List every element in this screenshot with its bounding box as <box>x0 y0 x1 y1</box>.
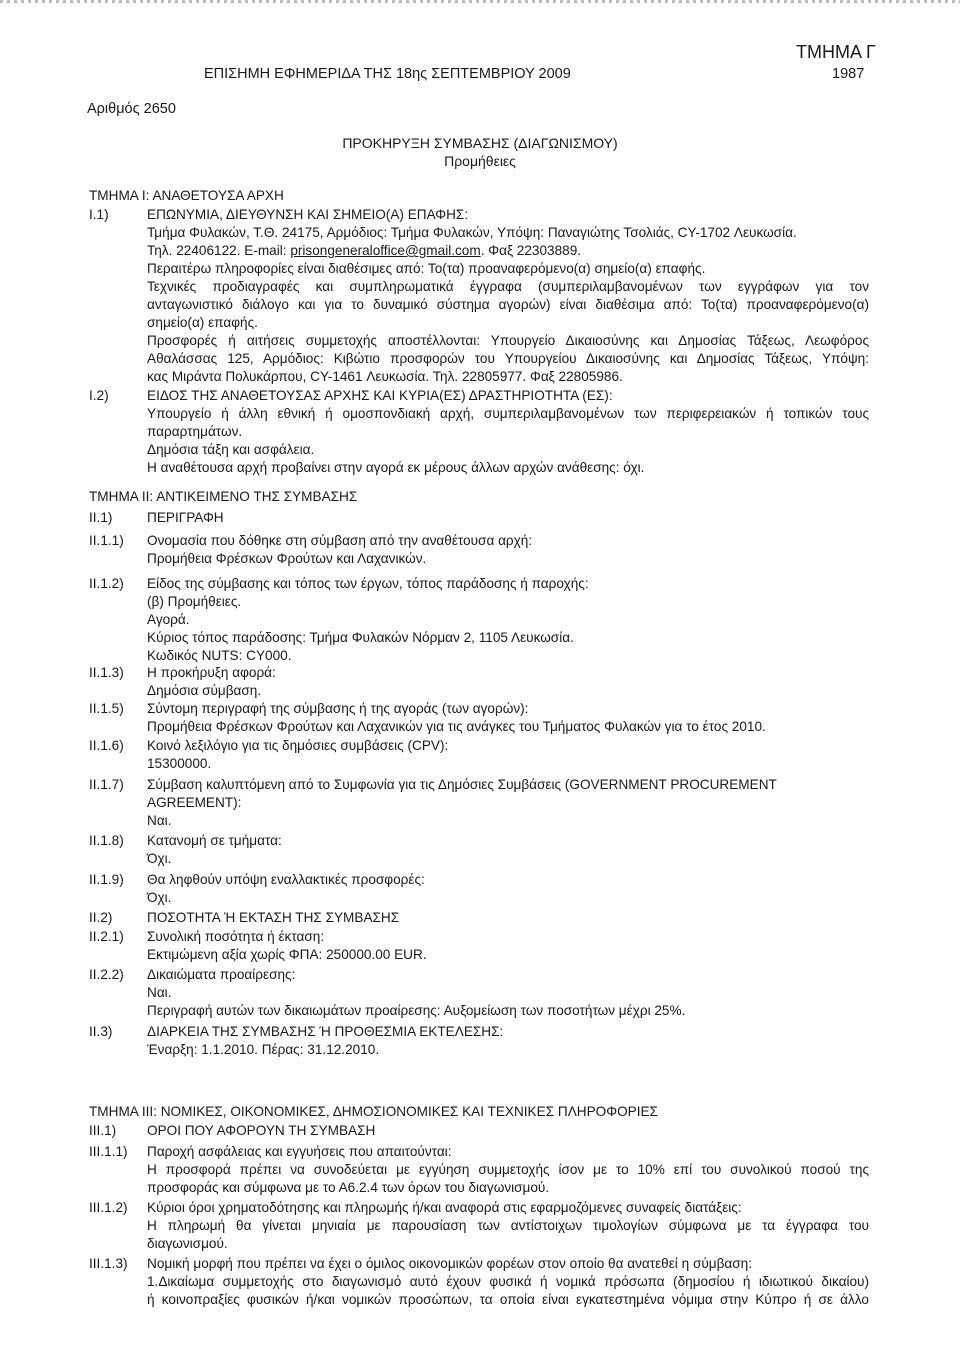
item-detail-row <box>0 756 960 774</box>
item-title: Συνολική ποσότητα ή έκταση: <box>147 929 325 944</box>
notice-subtitle: Προμήθειες <box>444 153 516 169</box>
item-detail-row <box>0 795 960 813</box>
item-value: Αγορά. <box>147 612 190 627</box>
item-value: 15300000. <box>147 756 212 771</box>
item-detail-row <box>0 1292 960 1310</box>
item-detail-row <box>0 1180 960 1198</box>
item-detail-row <box>0 1274 960 1292</box>
item-detail-row <box>0 851 960 869</box>
item-heading-row <box>0 967 960 985</box>
item-detail-row <box>0 648 960 666</box>
item-i1-heading <box>0 207 960 225</box>
item-value: Περιγραφή αυτών των δικαιωμάτων προαίρεσης: Αυξομείωση των ποσοτήτων μέχρι 25%. <box>147 1003 686 1018</box>
specs-line-1 <box>0 279 960 297</box>
notice-title: ΠΡΟΚΗΡΥΞΗ ΣΥΜΒΑΣΗΣ (ΔΙΑΓΩΝΙΣΜΟΥ) <box>342 135 618 151</box>
item-heading-row <box>0 701 960 719</box>
item-value: Όχι. <box>147 851 172 866</box>
section-label: ΤΜΗΜΑ Γ <box>796 42 876 62</box>
email-link[interactable]: prisongeneraloffice@gmail.com <box>290 243 481 258</box>
specs-line-3 <box>0 315 960 333</box>
item-detail-row <box>0 813 960 831</box>
item-title: Κοινό λεξιλόγιο για τις δημόσιες συμβάσεις (CPV): <box>147 738 449 753</box>
item-title: Σύντομη περιγραφή της σύμβασης ή της αγοράς (των αγορών): <box>147 701 529 716</box>
specs-line-2 <box>0 297 960 315</box>
item-title: Ονομασία που δόθηκε στη σύμβαση από την αναθέτουσα αρχή: <box>147 533 533 548</box>
item-title: Νομική μορφή που πρέπει να έχει ο όμιλος οικονομικών φορέων στον οποίο θα ανατεθεί η σύμβαση: <box>147 1256 753 1271</box>
item-value: Ναι. <box>147 813 172 828</box>
item-number: ΙΙ.1) <box>89 510 113 525</box>
item-detail-row <box>0 630 960 648</box>
item-title: Σύμβαση καλυπτόμενη από το Συμφωνία για τις Δημόσιες Συμβάσεις (GOVERNMENT PROCUREMENT <box>147 777 777 792</box>
item-heading-row <box>0 777 960 795</box>
authority-text-1: Υπουργείο ή άλλη εθνική ή ομοσπονδιακή αρχή, συμπεριλαμβανομένων των περιφερειακών ή τοπικών τους <box>147 406 869 421</box>
item-value: AGREEMENT): <box>147 795 242 810</box>
item-number: ΙΙ.1.5) <box>89 701 124 716</box>
item-number: Ι.2) <box>89 388 109 403</box>
purchase-text: Η αναθέτουσα αρχή προβαίνει στην αγορά εκ μέρους άλλων αρχών ανάθεσης: όχι. <box>147 460 645 475</box>
section-3-heading: ΤΜΗΜΑ ΙΙΙ: ΝΟΜΙΚΕΣ, ΟΙΚΟΝΟΜΙΚΕΣ, ΔΗΜΟΣΙΟΝΟΜΙΚΕΣ ΚΑΙ ΤΕΧΝΙΚΕΣ ΠΛΗΡΟΦΟΡΙΕΣ <box>89 1104 658 1119</box>
item-number: ΙΙΙ.1.3) <box>89 1256 128 1271</box>
item-number: ΙΙ.1.2) <box>89 576 124 591</box>
item-detail-row <box>0 594 960 612</box>
item-number: ΙΙ.1.3) <box>89 665 124 680</box>
item-value: διαγωνισμού. <box>147 1236 228 1251</box>
item-title: Η προκήρυξη αφορά: <box>147 665 276 680</box>
item-heading-row <box>0 1200 960 1218</box>
item-title: ΟΡΟΙ ΠΟΥ ΑΦΟΡΟΥΝ ΤΗ ΣΥΜΒΑΣΗ <box>147 1123 376 1138</box>
item-heading-row <box>0 1144 960 1162</box>
item-detail-row <box>0 612 960 630</box>
gazette-title: ΕΠΙΣΗΜΗ ΕΦΗΜΕΡΙΔΑ ΤΗΣ 18ης ΣΕΠΤΕΜΒΡΙΟΥ 2009 <box>204 66 571 82</box>
submit-text-3: κας Μιράντα Πολυκάρπου, CY-1461 Λευκωσία. Τηλ. 22805977. Φαξ 22805986. <box>147 369 623 384</box>
item-value: Ναι. <box>147 985 172 1000</box>
specs-text-2: ανταγωνιστικό διάλογο και για το δυναμικό σύστημα αγορών) είναι διαθέσιμα από: Το(τα) προαναφερόμενο(α) <box>147 297 869 312</box>
item-i2-heading <box>0 388 960 406</box>
section-1-heading: ΤΜΗΜΑ Ι: ΑΝΑΘΕΤΟΥΣΑ ΑΡΧΗ <box>89 188 284 203</box>
item-number: ΙΙ.1.1) <box>89 533 124 548</box>
page-number: 1987 <box>832 66 865 82</box>
item-heading-row <box>0 510 960 528</box>
item-detail-row <box>0 947 960 965</box>
item-value: Προμήθεια Φρέσκων Φρούτων και Λαχανικών για τις ανάγκες του Τμήματος Φυλακών για το έτος 2010. <box>147 719 766 734</box>
item-number: ΙΙ.1.6) <box>89 738 124 753</box>
item-detail-row <box>0 890 960 908</box>
phone-text: Τηλ. 22406122. E-mail: <box>147 243 291 258</box>
activity-line <box>0 442 960 460</box>
item-value: Η προσφορά πρέπει να συνοδεύεται με εγγύηση συμμετοχής ίσον με το 10% επί του συνολικού ποσού της <box>147 1162 869 1177</box>
item-value: Κύριος τόπος παράδοσης: Τμήμα Φυλακών Νόρμαν 2, 1105 Λευκωσία. <box>147 630 574 645</box>
item-heading-row <box>0 533 960 551</box>
authority-line-2 <box>0 424 960 442</box>
item-heading: ΕΠΩΝΥΜΙΑ, ΔΙΕΥΘΥΝΣΗ ΚΑΙ ΣΗΜΕΙΟ(Α) ΕΠΑΦΗΣ: <box>147 207 469 222</box>
item-title: ΔΙΑΡΚΕΙΑ ΤΗΣ ΣΥΜΒΑΣΗΣ Ή ΠΡΟΘΕΣΜΙΑ ΕΚΤΕΛΕΣΗΣ: <box>147 1024 504 1039</box>
specs-text-1: Τεχνικές προδιαγραφές και συμπληρωματικά έγγραφα (συμπεριλαμβανομένων των εγγράφων για τον <box>147 279 869 294</box>
activity-text: Δημόσια τάξη και ασφάλεια. <box>147 442 315 457</box>
item-title: ΠΟΣΟΤΗΤΑ Ή ΕΚΤΑΣΗ ΤΗΣ ΣΥΜΒΑΣΗΣ <box>147 910 400 925</box>
item-title: Θα ληφθούν υπόψη εναλλακτικές προσφορές: <box>147 872 425 887</box>
item-detail-row <box>0 683 960 701</box>
item-detail-row <box>0 551 960 569</box>
item-value: Εκτιμώμενη αξία χωρίς ΦΠΑ: 250000.00 EUR. <box>147 947 427 962</box>
contact-line <box>0 243 960 261</box>
item-number: ΙΙ.2.2) <box>89 967 124 982</box>
item-value: προσφοράς και σύμφωνα με το Α6.2.4 των όρων του διαγωνισμού. <box>147 1180 550 1195</box>
item-number: ΙΙ.2) <box>89 910 113 925</box>
item-value: Όχι. <box>147 890 172 905</box>
item-value: Η πληρωμή θα γίνεται μηνιαία με παρουσίαση των αντίστοιχων τιμολογίων σύμφωνα με τα έγγραφα του <box>147 1218 869 1233</box>
item-detail-row <box>0 1218 960 1236</box>
item-heading-row <box>0 929 960 947</box>
item-value: ή κοινοπραξίες φυσικών ή/και νομικών προσώπων, τα οποία είναι εγκατεστημένα νόμιμα στην Κύπρο ή σε άλλο <box>147 1292 869 1307</box>
item-title: Είδος της σύμβασης και τόπος των έργων, τόπος παράδοσης ή παροχής: <box>147 576 589 591</box>
item-title: Παροχή ασφάλειας και εγγυήσεις που απαιτούνται: <box>147 1144 452 1159</box>
item-number: ΙΙ.3) <box>89 1024 113 1039</box>
item-title: ΠΕΡΙΓΡΑΦΗ <box>147 510 224 525</box>
item-heading: ΕΙΔΟΣ ΤΗΣ ΑΝΑΘΕΤΟΥΣΑΣ ΑΡΧΗΣ ΚΑΙ ΚΥΡΙΑ(ΕΣ) ΔΡΑΣΤΗΡΙΟΤΗΤΑ (ΕΣ): <box>147 388 613 403</box>
item-heading-row <box>0 738 960 756</box>
fax-text: . Φαξ 22303889. <box>480 243 582 258</box>
item-detail-row <box>0 985 960 1003</box>
item-value: Προμήθεια Φρέσκων Φρούτων και Λαχανικών. <box>147 551 427 566</box>
item-value: Κωδικός NUTS: CY000. <box>147 648 292 663</box>
item-heading-row <box>0 910 960 928</box>
authority-line-1 <box>0 406 960 424</box>
item-number: ΙΙ.1.8) <box>89 833 124 848</box>
specs-text-3: σημείο(α) επαφής. <box>147 315 258 330</box>
submit-line-3 <box>0 369 960 387</box>
item-number: ΙΙΙ.1.2) <box>89 1200 128 1215</box>
address-text: Τμήμα Φυλακών, Τ.Θ. 24175, Αρμόδιος: Τμήμα Φυλακών, Υπόψη: Παναγιώτης Τσολιάς, CY-1702 Λευκωσία. <box>147 225 797 240</box>
info-text: Περαιτέρω πληροφορίες είναι διαθέσιμες από: Το(τα) προαναφερόμενο(α) σημείο(α) επαφής. <box>147 261 706 276</box>
item-detail-row <box>0 1003 960 1021</box>
item-number: ΙΙ.1.7) <box>89 777 124 792</box>
item-heading-row <box>0 1256 960 1274</box>
item-value: Δημόσια σύμβαση. <box>147 683 262 698</box>
item-detail-row <box>0 1162 960 1180</box>
item-detail-row <box>0 1042 960 1060</box>
submit-line-2 <box>0 351 960 369</box>
item-title: Κύριοι όροι χρηματοδότησης και πληρωμής ή/και αναφορά στις εφαρμοζόμενες συναφείς διατάξεις: <box>147 1200 742 1215</box>
section-2-heading: ΤΜΗΜΑ ΙΙ: ΑΝΤΙΚΕΙΜΕΝΟ ΤΗΣ ΣΥΜΒΑΣΗΣ <box>89 489 358 504</box>
notice-number: Αριθμός 2650 <box>87 101 176 117</box>
submit-line-1 <box>0 333 960 351</box>
item-value: 1.Δικαίωμα συμμετοχής στο διαγωνισμό αυτό έχουν φυσικά ή νομικά πρόσωπα (δημοσίου ή ιδιωτικού δικαίου) <box>147 1274 869 1289</box>
item-heading-row <box>0 576 960 594</box>
item-title: Δικαιώματα προαίρεσης: <box>147 967 296 982</box>
item-heading-row <box>0 665 960 683</box>
item-detail-row <box>0 1236 960 1254</box>
contact-text <box>147 243 581 258</box>
info-line <box>0 261 960 279</box>
item-value: (β) Προμήθειες. <box>147 594 242 609</box>
item-detail-row <box>0 719 960 737</box>
authority-text-2: παραρτημάτων. <box>147 424 243 439</box>
scan-edge-artifact <box>0 0 960 3</box>
item-heading-row <box>0 1024 960 1042</box>
item-title: Κατανομή σε τμήματα: <box>147 833 282 848</box>
item-heading-row <box>0 1123 960 1141</box>
item-value: Έναρξη: 1.1.2010. Πέρας: 31.12.2010. <box>147 1042 380 1057</box>
item-number: ΙΙΙ.1.1) <box>89 1144 128 1159</box>
address-line <box>0 225 960 243</box>
submit-text-2: Αθαλάσσας 125, Αρμόδιος: Κιβώτιο προσφορών του Υπουργείου Δικαιοσύνης και Δημοσίας Τάξεως, Υπόψη: <box>147 351 869 366</box>
item-heading-row <box>0 872 960 890</box>
item-number: ΙΙ.1.9) <box>89 872 124 887</box>
item-number: Ι.1) <box>89 207 109 222</box>
item-heading-row <box>0 833 960 851</box>
submit-text-1: Προσφορές ή αιτήσεις συμμετοχής αποστέλλονται: Υπουργείο Δικαιοσύνης και Δημοσίας Τάξεως, Λεωφόρος <box>147 333 869 348</box>
item-number: ΙΙΙ.1) <box>89 1123 117 1138</box>
item-number: ΙΙ.2.1) <box>89 929 124 944</box>
purchase-line <box>0 460 960 478</box>
